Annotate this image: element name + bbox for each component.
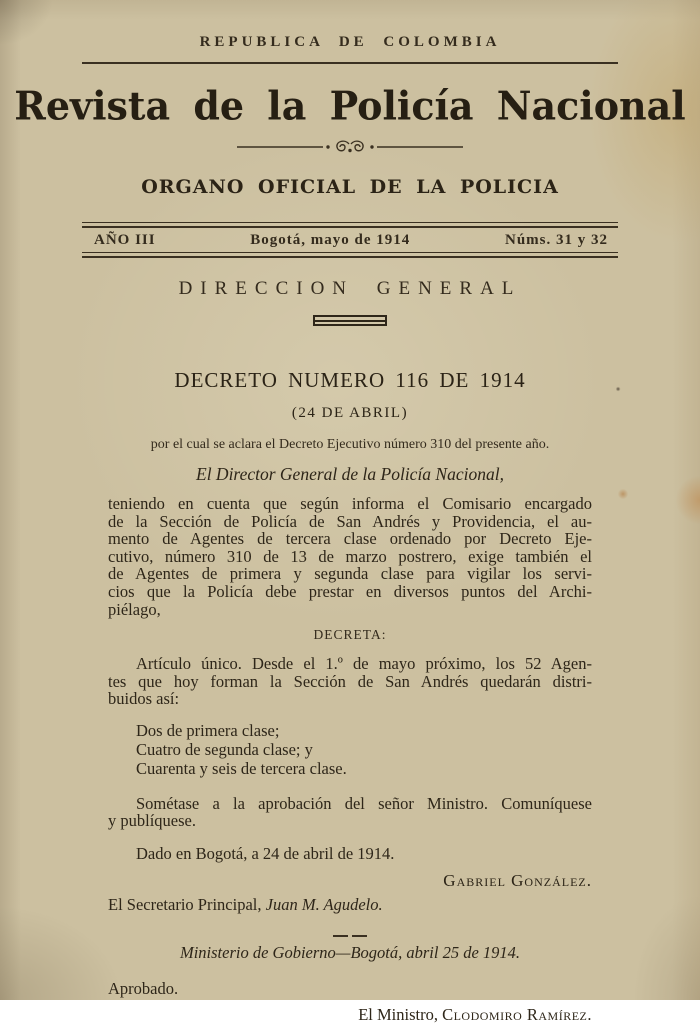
decree-issuer: El Director General de la Policía Nacional, (196, 464, 504, 484)
sometase-paragraph (108, 795, 592, 830)
decreta-label: DECRETA: (313, 627, 387, 643)
issue-bar-bottom-rule (82, 252, 618, 258)
header-rule (82, 62, 618, 64)
minister-name: Clodomiro Ramírez. (442, 1005, 592, 1024)
list-item: Cuatro de segunda clase; y (136, 740, 313, 760)
body-line: tes que hoy forman la Sección de San Andrés quedarán distri- (108, 671, 592, 691)
secretary-line (108, 896, 592, 914)
issue-place-date: Bogotá, mayo de 1914 (250, 232, 411, 248)
decree-date: (24 DE ABRIL) (291, 405, 409, 421)
approved-line: Aprobado. (108, 978, 179, 998)
body-line: cutivo, número 310 de 13 de marzo postrero, exige también el (108, 546, 592, 566)
secretary-label: El Secretario Principal, (108, 895, 266, 915)
considerando-paragraph (108, 495, 592, 618)
scroll-ornament-icon (0, 138, 700, 156)
dash-divider (0, 927, 700, 933)
body-line: mento de Agentes de tercera clase ordenado por Decreto Eje- (108, 529, 592, 549)
decree-title: DECRETO NUMERO 116 DE 1914 (174, 368, 526, 392)
section-divider (313, 315, 387, 326)
body-line: de Agentes de primera y segunda clase para vigilar los servi- (108, 564, 592, 584)
director-signature: Gabriel González. (443, 870, 592, 890)
issue-bar (82, 222, 618, 258)
body-line: Artículo único. Desde el 1.º de mayo próximo, los 52 Agen- (136, 654, 592, 674)
distribution-list (108, 722, 592, 778)
minister-line (108, 1006, 602, 1024)
issue-year: AÑO III (94, 232, 156, 248)
body-line: teniendo en cuenta que según informa el Comisario encargado (108, 494, 592, 513)
list-item: Dos de primera clase; (136, 720, 280, 740)
country-header: REPUBLICA DE COLOMBIA (199, 34, 501, 50)
decree-summary: por el cual se aclara el Decreto Ejecutivo número 310 del presente año. (150, 437, 550, 452)
minister-label: El Ministro, (358, 1005, 443, 1024)
body-line: y publíquese. (108, 811, 196, 831)
body-line: buidos así: (108, 689, 180, 709)
publication-title: Revista de la Policía Nacional (14, 82, 686, 129)
body-line: Dado en Bogotá, a 24 de abril de 1914. (136, 843, 395, 863)
list-item: Cuarenta y seis de tercera clase. (136, 759, 347, 779)
body-line: de la Sección de Policía de San Andrés y Providencia, el au- (108, 511, 592, 531)
body-line: Sométase a la aprobación del señor Ministro. Comuníquese (136, 793, 592, 813)
dado-line (108, 845, 592, 863)
articulo-paragraph (108, 655, 592, 708)
publication-subtitle: ORGANO OFICIAL DE LA POLICIA (141, 176, 559, 198)
secretary-name: Juan M. Agudelo. (265, 895, 383, 915)
body-line: cios que la Policía debe prestar en diversos puntos del Archi- (108, 581, 592, 601)
body-line: piélago, (108, 599, 161, 619)
section-title: DIRECCION GENERAL (178, 278, 522, 299)
ministry-approval-line: Ministerio de Gobierno—Bogotá, abril 25 de 1914. (179, 942, 521, 962)
issue-numbers: Núms. 31 y 32 (504, 232, 608, 248)
